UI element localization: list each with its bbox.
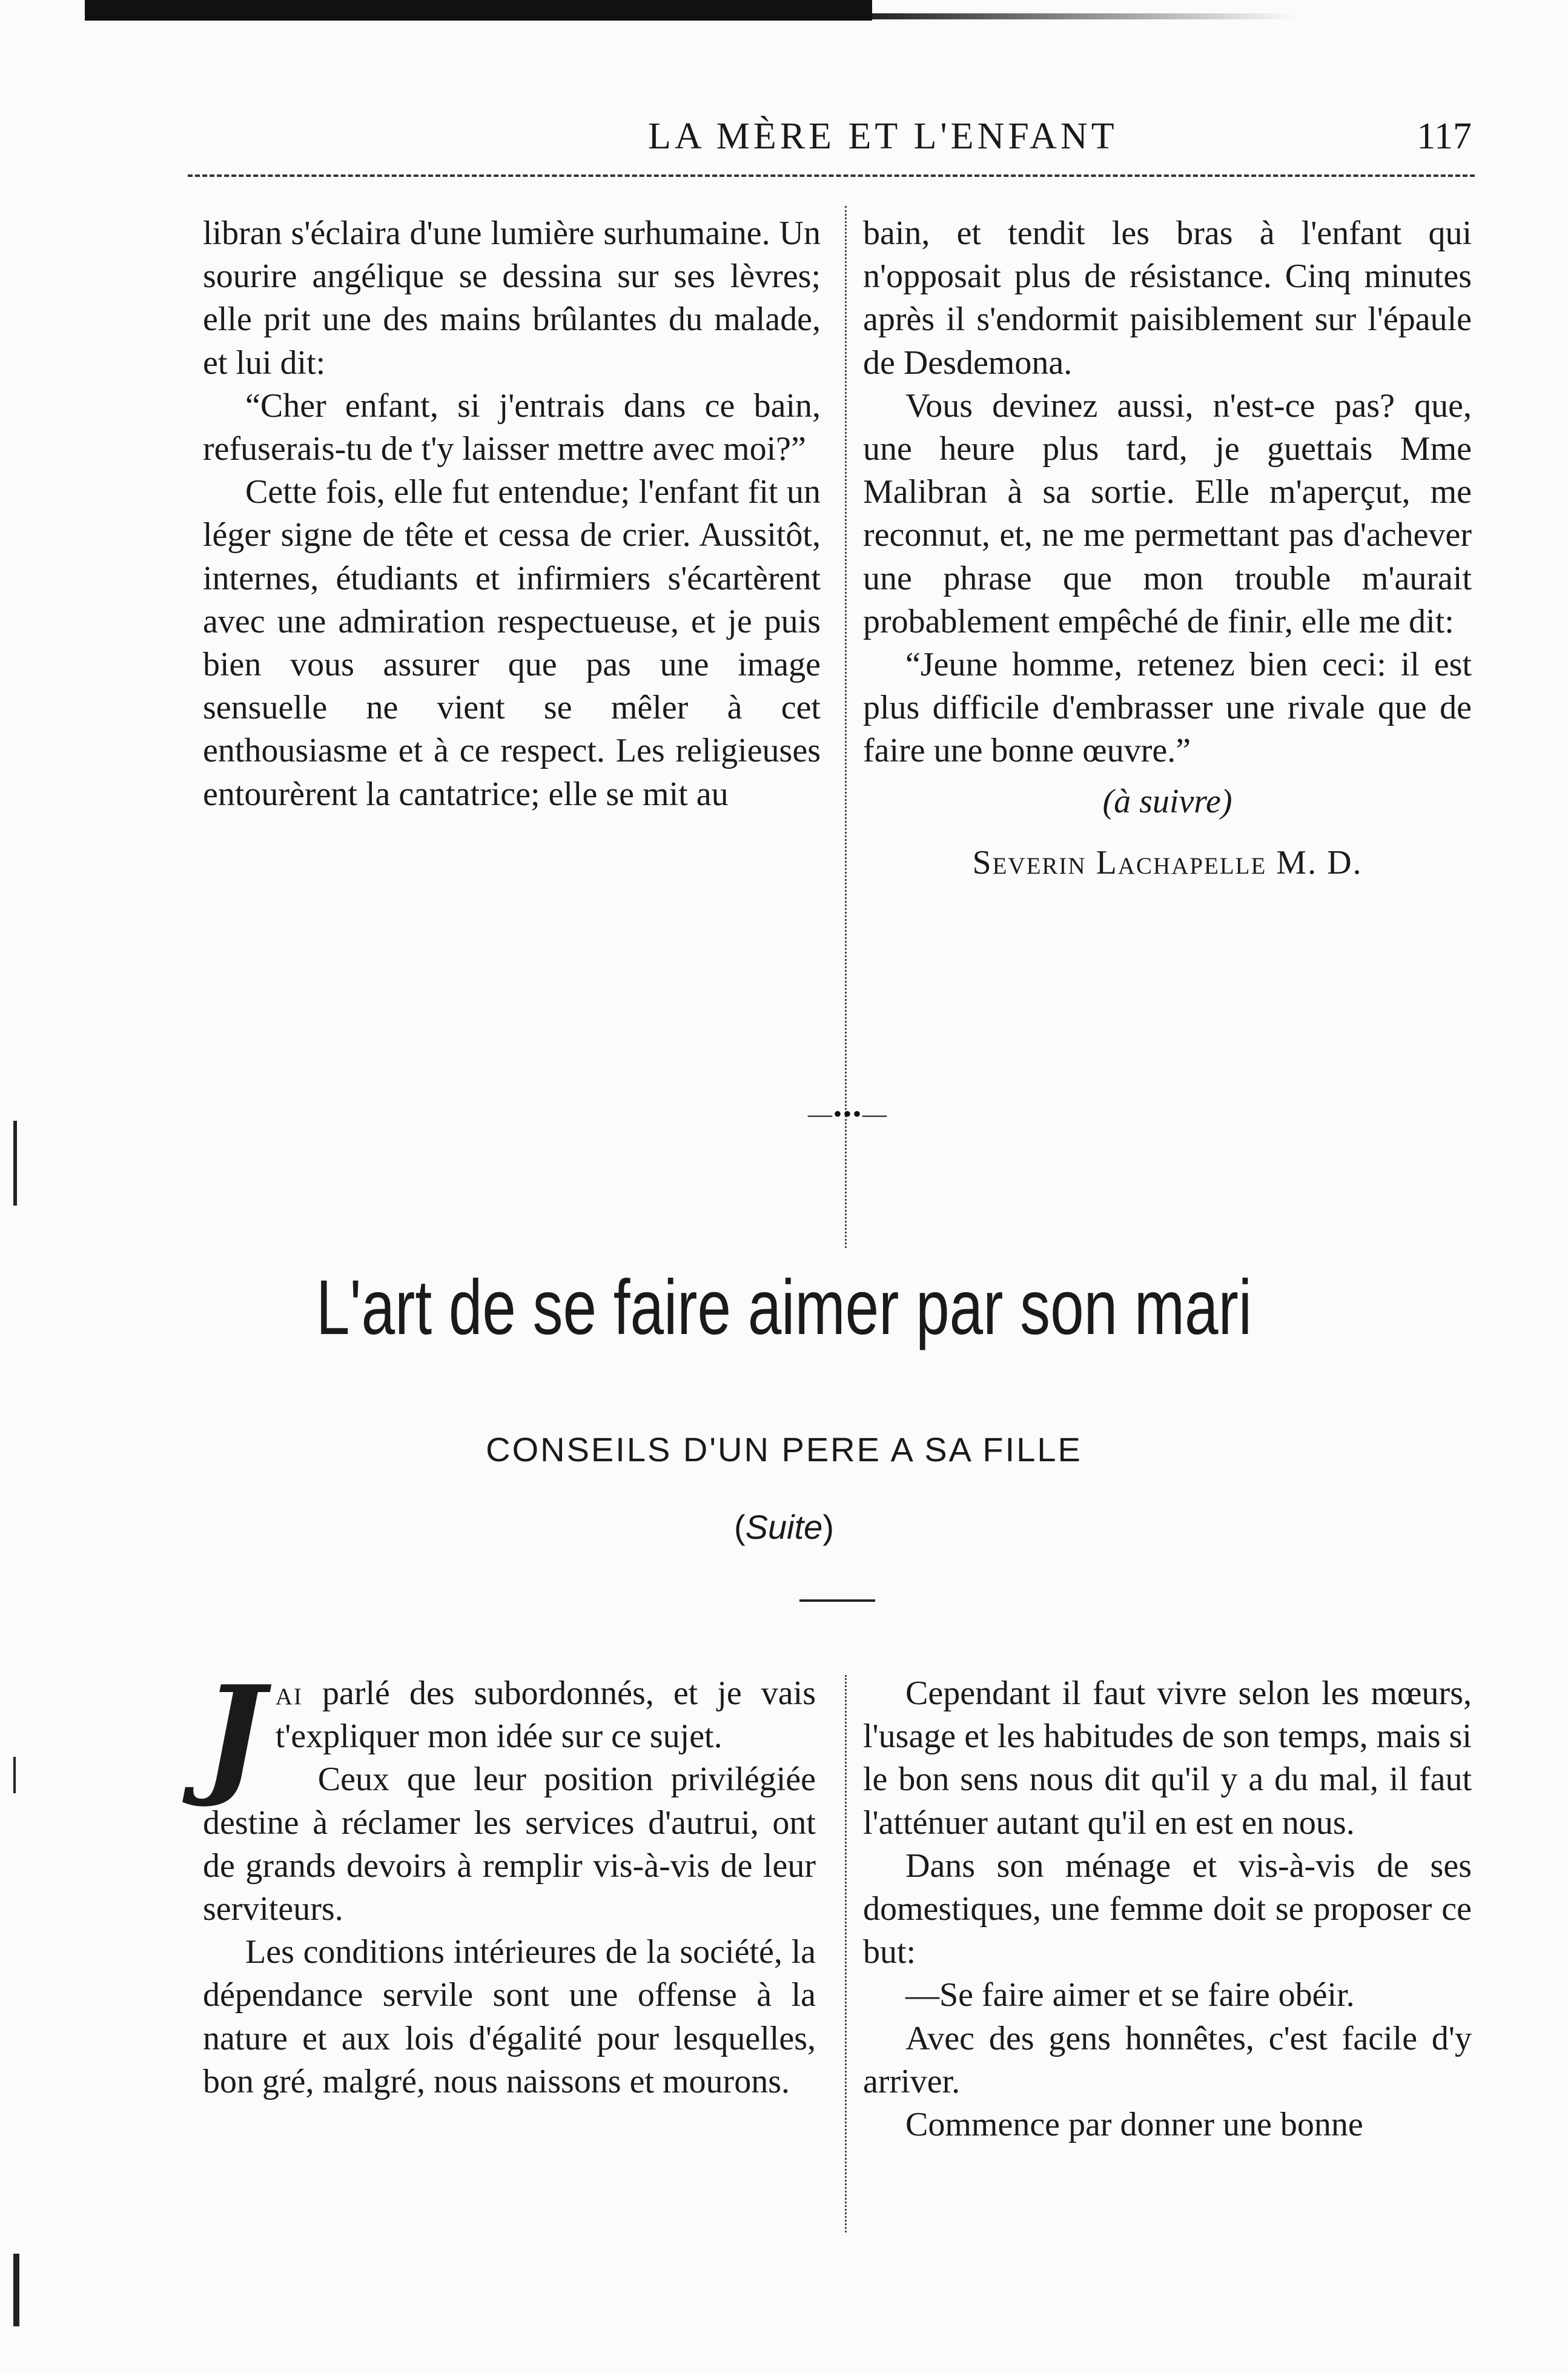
article-subnote [0,1507,1568,1547]
first-article-column-left [203,212,821,816]
paragraph: libran s'éclaira d'une lumière surhumaine. Un sourire angélique se dessina sur ses lèvres; elle prit une des mains brûlantes du malade, et lui dit: [203,214,821,382]
paragraph: Vous devinez aussi, n'est-ce pas? que, une heure plus tard, je guettais Mme Malibran à sa sortie. Elle m'aperçut, me reconnut, et, ne me permettant pas d'achever une phrase que mon trouble m'aurait probablement empêché de finir, elle me dit: [863,387,1472,640]
paragraph: —Se faire aimer et se faire obéir. [905,1976,1355,2014]
article-title: L'art de se faire aimer par son mari [316,1264,1252,1351]
header-rule [188,174,1475,177]
paragraph: Cette fois, elle fut entendue; l'enfant fit un léger signe de tête et cessa de crier. Aussitôt, internes, étudiants et infirmiers s'écartèrent avec une admiration respectueuse, et je puis bien vous assurer que pas une image sensuelle ne vient se mêler à cet enthousiasme et à ce respect. Les religieuses entourèrent la cantatrice; elle se mit au [203,473,821,813]
paragraph: Les conditions intérieures de la société, la dépendance servile sont une offense à la nature et aux lois d'égalité pour lesquelles, bon gré, malgré, nous naissons et mourons. [203,1933,816,2100]
first-word-rest: ai [275,1674,303,1712]
paragraph: Commence par donner une bonne [905,2106,1363,2144]
scan-margin-mark [13,1757,16,1793]
subnote-paren-open: ( [734,1508,746,1546]
paragraph: “Cher enfant, si j'entrais dans ce bain, refuserais-tu de t'y laisser mettre avec moi?” [203,387,821,468]
to-be-continued: (à suivre) [1102,782,1232,820]
first-article-column-right [863,212,1472,884]
paragraph-opening [203,1657,816,1810]
scan-edge-bar [85,0,872,21]
second-article-column-left [203,1657,816,2103]
drop-cap: J [203,1657,265,1810]
author-signature: Severin Lachapelle M. D. [972,843,1363,881]
page-number: 117 [1417,116,1472,157]
second-article-column-right [863,1672,1472,2146]
scan-margin-mark [13,2254,19,2326]
title-rule [799,1599,875,1602]
column-divider [845,206,847,1248]
article-subtitle: CONSEILS D'UN PERE A SA FILLE [486,1430,1082,1469]
paragraph: Ceux que leur position privilégiée destine à réclamer les services d'autrui, ont de grands devoirs à remplir vis-à-vis de leur serviteurs. [203,1761,816,1928]
subnote-paren-close: ) [822,1508,834,1546]
opening-text: parlé des subordonnés, et je vais t'expliquer mon idée sur ce sujet. [275,1674,816,1756]
paragraph: Avec des gens honnêtes, c'est facile d'y arriver. [863,2019,1472,2100]
paragraph: bain, et tendit les bras à l'enfant qui n'opposait plus de résistance. Cinq minutes après il s'endormit paisiblement sur l'épaule de Desdemona. [863,214,1472,382]
paragraph: “Jeune homme, retenez bien ceci: il est plus difficile d'embrasser une rivale que de faire une bonne œuvre.” [863,646,1472,770]
scan-margin-mark [13,1121,17,1206]
paragraph: Cependant il faut vivre selon les mœurs, l'usage et les habitudes de son temps, mais si le bon sens nous dit qu'il y a du mal, il faut l'atténuer autant qu'il en est en nous. [863,1674,1472,1842]
paragraph: Dans son ménage et vis-à-vis de ses domestiques, une femme doit se proposer ce but: [863,1847,1472,1971]
section-ornament: —•••— [807,1100,888,1127]
column-divider [845,1675,847,2232]
scan-edge-bar-tail [872,13,1296,19]
running-title: LA MÈRE ET L'ENFANT [648,116,1118,157]
subnote-word: Suite [745,1508,823,1546]
